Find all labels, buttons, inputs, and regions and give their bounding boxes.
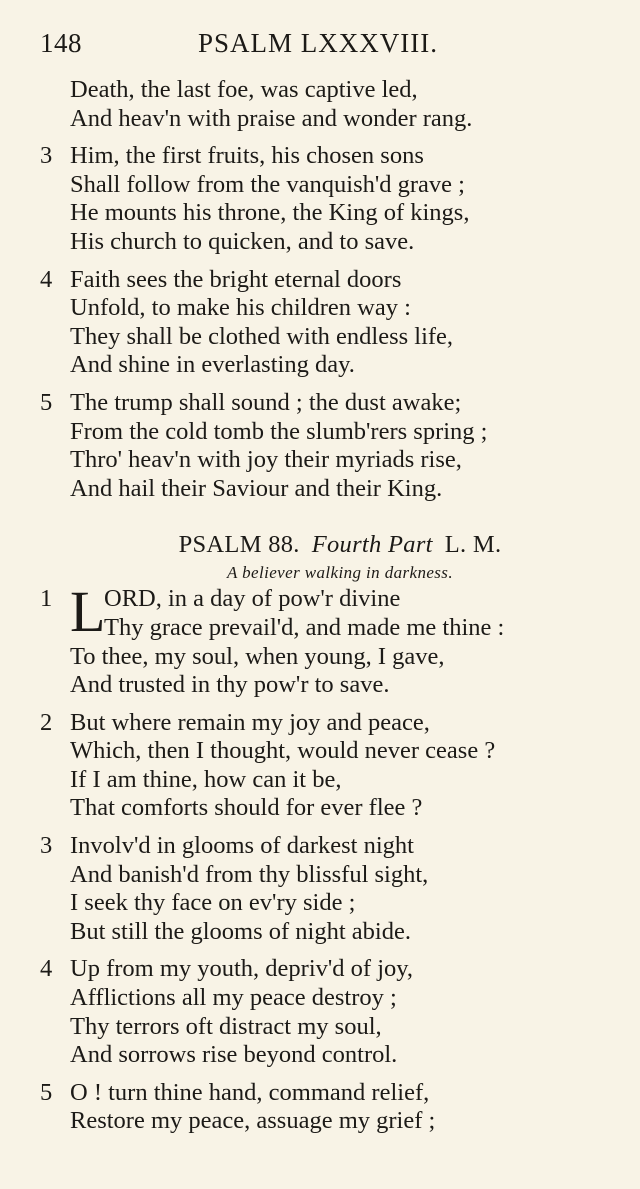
hymn-meter: L. M. (444, 531, 502, 559)
verse-line: Thy terrors oft distract my soul, (70, 1012, 382, 1040)
verse-line: Which, then I thought, would never cease ? (70, 737, 496, 765)
verse-line: Afflictions all my peace destroy ; (70, 984, 397, 1012)
stanza-number: 2 (40, 708, 53, 736)
verse-line: 3 Involv'd in glooms of darkest night (40, 832, 414, 860)
verse-line: And banish'd from thy blissful sight, (70, 860, 429, 888)
verse-line: Shall follow from the vanquish'd grave ; (70, 170, 465, 198)
verse-line: Restore my peace, assuage my grief ; (70, 1107, 436, 1135)
verse-line: Death, the last foe, was captive led, (70, 76, 418, 103)
stanza-number: 4 (40, 955, 53, 983)
verse-line: He mounts his throne, the King of kings, (70, 199, 470, 227)
stanza (40, 389, 610, 503)
stanza (40, 579, 610, 699)
stanza (40, 832, 610, 946)
verse-line: And heav'n with praise and wonder rang. (70, 104, 473, 132)
hymn-title (40, 529, 610, 561)
stanza (40, 1079, 610, 1136)
verse-line: 5 The trump shall sound ; the dust awake; (40, 388, 462, 416)
stanza-number: 4 (40, 265, 53, 293)
verse-line: 4 Faith sees the bright eternal doors (40, 265, 402, 293)
verse-line: If I am thine, how can it be, (70, 765, 342, 793)
verse-line: And shine in everlasting day. (70, 351, 355, 379)
verse-line: Thy grace prevail'd, and made me thine : (104, 613, 505, 641)
verse-line: That comforts should for ever flee ? (70, 794, 423, 822)
stanza (40, 266, 610, 380)
stanza-number: 5 (40, 388, 53, 416)
verse-line: Thro' heav'n with joy their myriads rise, (70, 446, 462, 474)
stanza-number: 3 (40, 832, 53, 860)
verse-line: 3 Him, the first fruits, his chosen sons (40, 142, 424, 170)
verse-line: His church to quicken, and to save. (70, 227, 415, 255)
verse-line: To thee, my soul, when young, I gave, (70, 642, 445, 670)
verse-line: 5 O ! turn thine hand, command relief, (40, 1078, 430, 1106)
verse-line: 1 L ORD, in a day of pow'r divine (40, 579, 401, 645)
stanza-number: 3 (40, 142, 53, 170)
verse-line: 2 But where remain my joy and peace, (40, 708, 430, 736)
stanza-number: 5 (40, 1078, 53, 1106)
stanza (40, 955, 610, 1069)
hymn-part: Fourth Part (311, 531, 433, 559)
verse-line: From the cold tomb the slumb'rers spring ; (70, 417, 488, 445)
verse-line: But still the glooms of night abide. (70, 917, 411, 945)
drop-cap: L (70, 579, 106, 645)
hymn-psalm-number: PSALM 88. (178, 531, 300, 559)
page-header (40, 28, 600, 64)
verse-line: I seek thy face on ev'ry side ; (70, 889, 356, 917)
verse-line: Unfold, to make his children way : (70, 294, 411, 322)
continuation-lines (40, 76, 610, 133)
verse-line: And sorrows rise beyond control. (70, 1041, 398, 1069)
stanza-number: 1 (40, 585, 53, 613)
running-head: PSALM LXXXVIII. (198, 28, 438, 58)
verse-line: And hail their Saviour and their King. (70, 474, 443, 502)
verse-line: 4 Up from my youth, depriv'd of joy, (40, 955, 414, 983)
stanza (40, 709, 610, 823)
page-body (40, 76, 610, 1136)
hymn-subtitle: A believer walking in darkness. (227, 563, 453, 583)
stanza (40, 142, 610, 256)
page-number: 148 (40, 28, 82, 58)
verse-line: They shall be clothed with endless life, (70, 322, 454, 350)
verse-line: And trusted in thy pow'r to save. (70, 671, 390, 699)
